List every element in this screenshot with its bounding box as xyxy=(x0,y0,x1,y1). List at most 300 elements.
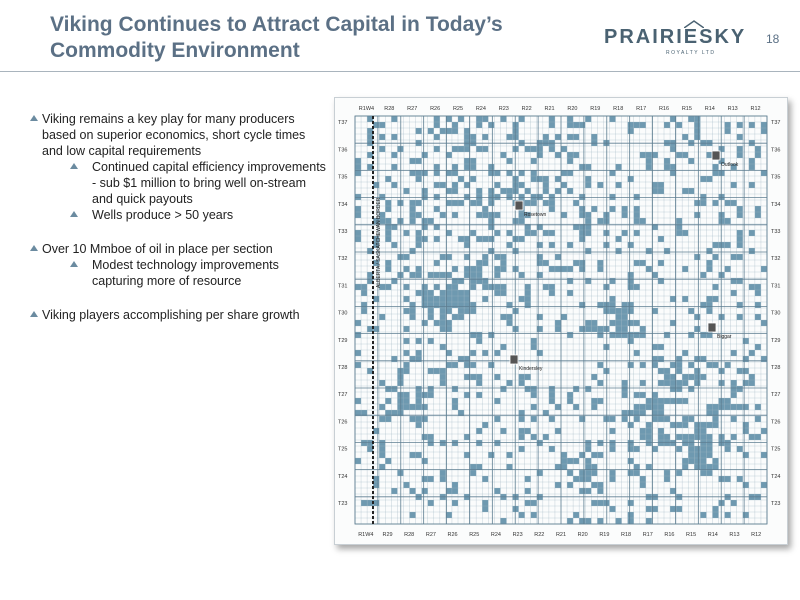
bullet-item xyxy=(28,111,328,159)
land-parcel xyxy=(422,152,428,158)
land-parcel xyxy=(579,164,585,170)
land-parcel xyxy=(616,308,622,314)
land-parcel xyxy=(634,260,640,266)
land-parcel xyxy=(519,236,525,242)
land-parcel xyxy=(428,386,434,392)
land-parcel xyxy=(591,452,597,458)
land-parcel xyxy=(628,242,634,248)
land-parcel xyxy=(440,320,446,326)
land-parcel xyxy=(519,428,525,434)
land-parcel xyxy=(385,284,391,290)
land-parcel xyxy=(609,170,615,176)
land-parcel xyxy=(476,116,482,122)
land-parcel xyxy=(531,176,537,182)
range-label-bottom: R29 xyxy=(382,532,393,538)
land-parcel xyxy=(549,416,555,422)
land-parcel xyxy=(682,350,688,356)
land-parcel xyxy=(737,446,743,452)
range-label-top: R13 xyxy=(727,106,738,112)
land-parcel xyxy=(410,158,416,164)
land-parcel xyxy=(525,296,531,302)
land-parcel xyxy=(616,314,622,320)
land-parcel xyxy=(712,512,718,518)
land-parcel xyxy=(682,464,688,470)
land-parcel xyxy=(434,170,440,176)
land-parcel xyxy=(385,386,391,392)
land-parcel xyxy=(482,146,488,152)
land-parcel xyxy=(567,158,573,164)
land-parcel xyxy=(470,200,476,206)
land-parcel xyxy=(731,290,737,296)
land-parcel xyxy=(700,512,706,518)
land-parcel xyxy=(573,386,579,392)
land-parcel xyxy=(482,500,488,506)
range-label-bottom: R21 xyxy=(555,532,567,538)
land-parcel xyxy=(616,326,622,332)
land-parcel xyxy=(476,428,482,434)
land-parcel xyxy=(676,218,682,224)
land-parcel xyxy=(458,146,464,152)
land-parcel xyxy=(694,212,700,218)
land-parcel xyxy=(488,236,494,242)
land-parcel xyxy=(458,176,464,182)
land-parcel xyxy=(531,200,537,206)
land-parcel xyxy=(428,296,434,302)
land-parcel xyxy=(579,236,585,242)
land-parcel xyxy=(385,200,391,206)
land-parcel xyxy=(537,176,543,182)
range-label-top: R26 xyxy=(430,106,441,112)
land-parcel xyxy=(500,386,506,392)
land-parcel xyxy=(379,146,385,152)
land-parcel xyxy=(700,332,706,338)
range-label-bottom: R22 xyxy=(534,532,545,538)
land-parcel xyxy=(555,320,561,326)
land-parcel xyxy=(434,122,440,128)
land-parcel xyxy=(682,422,688,428)
land-parcel xyxy=(391,134,397,140)
land-parcel xyxy=(416,200,422,206)
land-parcel xyxy=(573,260,579,266)
range-label-top: R19 xyxy=(590,106,601,112)
land-parcel xyxy=(410,248,416,254)
land-parcel xyxy=(428,476,434,482)
sub-bullet-text: Continued capital efficiency improvements - sub $1 million to bring well on-stream and quick payouts xyxy=(92,160,326,206)
sub-bullet-text: Modest technology improvements capturing more of resource xyxy=(92,258,279,288)
range-label-top: R17 xyxy=(636,106,647,112)
land-parcel xyxy=(470,470,476,476)
land-parcel xyxy=(597,452,603,458)
land-parcel xyxy=(525,500,531,506)
land-parcel xyxy=(682,434,688,440)
land-parcel xyxy=(743,512,749,518)
land-parcel xyxy=(500,116,506,122)
land-parcel xyxy=(543,188,549,194)
township-label-right: T28 xyxy=(771,364,781,371)
land-parcel xyxy=(440,440,446,446)
land-parcel xyxy=(616,332,622,338)
bullet-triangle-icon xyxy=(30,311,38,317)
land-parcel xyxy=(725,218,731,224)
bullet-triangle-icon xyxy=(70,163,78,169)
land-parcel xyxy=(585,212,591,218)
land-parcel xyxy=(440,296,446,302)
land-parcel xyxy=(373,122,379,128)
land-parcel xyxy=(434,368,440,374)
land-parcel xyxy=(682,188,688,194)
land-parcel xyxy=(634,320,640,326)
land-parcel xyxy=(628,284,634,290)
land-parcel xyxy=(700,440,706,446)
land-parcel xyxy=(549,266,555,272)
land-parcel xyxy=(476,464,482,470)
land-parcel xyxy=(494,272,500,278)
land-parcel xyxy=(361,440,367,446)
land-parcel xyxy=(646,398,652,404)
land-parcel xyxy=(706,152,712,158)
land-parcel xyxy=(452,398,458,404)
land-parcel xyxy=(549,290,555,296)
land-parcel xyxy=(410,200,416,206)
bullet-text: Viking players accomplishing per share growth xyxy=(42,308,300,322)
land-parcel xyxy=(482,212,488,218)
land-parcel xyxy=(616,518,622,524)
land-parcel xyxy=(749,158,755,164)
land-parcel xyxy=(737,368,743,374)
land-parcel xyxy=(737,476,743,482)
land-parcel xyxy=(519,182,525,188)
land-parcel xyxy=(706,440,712,446)
land-parcel xyxy=(476,392,482,398)
viking-land-map xyxy=(334,97,788,545)
land-parcel xyxy=(361,302,367,308)
land-parcel xyxy=(555,404,561,410)
land-parcel xyxy=(537,314,543,320)
bullet-text: Over 10 Mmboe of oil in place per section xyxy=(42,242,273,256)
land-parcel xyxy=(525,230,531,236)
land-parcel xyxy=(482,350,488,356)
land-parcel xyxy=(573,512,579,518)
land-parcel xyxy=(428,368,434,374)
land-parcel xyxy=(682,266,688,272)
land-parcel xyxy=(531,404,537,410)
township-label-left: T30 xyxy=(338,310,348,317)
land-parcel xyxy=(428,434,434,440)
land-parcel xyxy=(616,236,622,242)
land-parcel xyxy=(506,380,512,386)
land-parcel xyxy=(755,290,761,296)
land-parcel xyxy=(391,116,397,122)
land-parcel xyxy=(749,380,755,386)
land-parcel xyxy=(676,506,682,512)
land-parcel xyxy=(561,212,567,218)
land-parcel xyxy=(494,350,500,356)
land-parcel xyxy=(694,134,700,140)
land-parcel xyxy=(579,122,585,128)
land-parcel xyxy=(712,200,718,206)
land-parcel xyxy=(664,332,670,338)
land-parcel xyxy=(428,290,434,296)
land-parcel xyxy=(737,302,743,308)
land-parcel xyxy=(452,284,458,290)
land-parcel xyxy=(525,488,531,494)
land-parcel xyxy=(416,416,422,422)
land-parcel xyxy=(725,200,731,206)
land-parcel xyxy=(694,368,700,374)
land-parcel xyxy=(519,272,525,278)
land-parcel xyxy=(543,134,549,140)
range-label-top: R21 xyxy=(544,106,555,112)
land-parcel xyxy=(743,380,749,386)
township-label-left: T24 xyxy=(338,473,348,480)
land-parcel xyxy=(434,296,440,302)
land-parcel xyxy=(561,182,567,188)
bullet-item xyxy=(28,241,328,257)
land-parcel xyxy=(537,260,543,266)
land-parcel xyxy=(616,248,622,254)
land-parcel xyxy=(494,266,500,272)
land-parcel xyxy=(416,158,422,164)
land-parcel xyxy=(609,446,615,452)
range-label-bottom: R26 xyxy=(447,532,458,538)
land-parcel xyxy=(403,362,409,368)
land-parcel xyxy=(428,218,434,224)
land-parcel xyxy=(543,176,549,182)
land-parcel xyxy=(597,482,603,488)
land-parcel xyxy=(549,446,555,452)
land-parcel xyxy=(458,290,464,296)
land-parcel xyxy=(664,248,670,254)
land-parcel xyxy=(749,284,755,290)
land-parcel xyxy=(749,230,755,236)
land-parcel xyxy=(609,416,615,422)
land-parcel xyxy=(543,230,549,236)
land-parcel xyxy=(519,434,525,440)
land-parcel xyxy=(416,266,422,272)
land-parcel xyxy=(488,170,494,176)
land-parcel xyxy=(731,200,737,206)
land-parcel xyxy=(452,182,458,188)
land-parcel xyxy=(440,476,446,482)
land-parcel xyxy=(537,440,543,446)
land-parcel xyxy=(585,446,591,452)
land-parcel xyxy=(634,194,640,200)
land-parcel xyxy=(676,398,682,404)
land-parcel xyxy=(640,218,646,224)
sub-bullet-item xyxy=(28,257,328,289)
land-parcel xyxy=(452,266,458,272)
land-parcel xyxy=(476,146,482,152)
land-parcel xyxy=(506,158,512,164)
land-parcel xyxy=(434,194,440,200)
land-parcel xyxy=(609,296,615,302)
land-parcel xyxy=(622,320,628,326)
land-parcel xyxy=(567,392,573,398)
land-parcel xyxy=(391,488,397,494)
land-parcel xyxy=(567,242,573,248)
land-parcel xyxy=(640,428,646,434)
land-parcel xyxy=(749,434,755,440)
land-parcel xyxy=(743,368,749,374)
land-parcel xyxy=(470,362,476,368)
land-parcel xyxy=(731,380,737,386)
land-parcel xyxy=(385,206,391,212)
land-parcel xyxy=(373,182,379,188)
land-parcel xyxy=(591,206,597,212)
land-parcel xyxy=(391,152,397,158)
land-parcel xyxy=(712,458,718,464)
land-parcel xyxy=(646,266,652,272)
land-parcel xyxy=(622,392,628,398)
land-parcel xyxy=(422,392,428,398)
land-parcel xyxy=(640,152,646,158)
land-parcel xyxy=(731,392,737,398)
town-marker-icon xyxy=(708,323,716,332)
land-parcel xyxy=(434,116,440,122)
land-parcel xyxy=(737,122,743,128)
land-parcel xyxy=(549,122,555,128)
land-parcel xyxy=(622,314,628,320)
land-parcel xyxy=(646,158,652,164)
land-parcel xyxy=(579,518,585,524)
land-parcel xyxy=(676,152,682,158)
range-label-bottom: R1W4 xyxy=(358,532,374,538)
land-parcel xyxy=(694,458,700,464)
land-parcel xyxy=(361,308,367,314)
land-parcel xyxy=(694,326,700,332)
land-parcel xyxy=(628,332,634,338)
land-parcel xyxy=(410,416,416,422)
land-parcel xyxy=(579,266,585,272)
land-parcel xyxy=(416,272,422,278)
land-parcel xyxy=(585,488,591,494)
land-parcel xyxy=(609,194,615,200)
land-parcel xyxy=(628,440,634,446)
land-parcel xyxy=(482,506,488,512)
land-parcel xyxy=(712,296,718,302)
land-parcel xyxy=(658,404,664,410)
land-parcel xyxy=(434,302,440,308)
land-parcel xyxy=(416,290,422,296)
land-parcel xyxy=(725,476,731,482)
land-parcel xyxy=(403,308,409,314)
land-parcel xyxy=(452,482,458,488)
land-parcel xyxy=(688,446,694,452)
land-parcel xyxy=(519,374,525,380)
land-parcel xyxy=(470,230,476,236)
land-parcel xyxy=(470,284,476,290)
land-parcel xyxy=(712,254,718,260)
land-parcel xyxy=(646,248,652,254)
land-parcel xyxy=(403,392,409,398)
land-parcel xyxy=(422,302,428,308)
land-parcel xyxy=(706,308,712,314)
land-parcel xyxy=(700,200,706,206)
land-parcel xyxy=(761,452,767,458)
land-parcel xyxy=(428,128,434,134)
land-parcel xyxy=(646,428,652,434)
land-parcel xyxy=(403,404,409,410)
range-label-top: R28 xyxy=(384,106,395,112)
land-parcel xyxy=(494,374,500,380)
land-parcel xyxy=(494,182,500,188)
land-parcel xyxy=(422,296,428,302)
land-parcel xyxy=(391,242,397,248)
land-parcel xyxy=(628,128,634,134)
land-parcel xyxy=(597,362,603,368)
land-parcel xyxy=(622,302,628,308)
land-parcel xyxy=(555,266,561,272)
land-parcel xyxy=(755,314,761,320)
land-parcel xyxy=(434,236,440,242)
land-parcel xyxy=(434,182,440,188)
land-parcel xyxy=(410,206,416,212)
land-parcel xyxy=(525,374,531,380)
land-parcel xyxy=(743,482,749,488)
land-parcel xyxy=(482,236,488,242)
land-parcel xyxy=(385,176,391,182)
land-parcel xyxy=(494,194,500,200)
land-parcel xyxy=(385,458,391,464)
land-parcel xyxy=(688,158,694,164)
land-parcel xyxy=(403,188,409,194)
land-parcel xyxy=(440,368,446,374)
land-parcel xyxy=(706,296,712,302)
land-parcel xyxy=(743,338,749,344)
land-parcel xyxy=(634,122,640,128)
range-label-bottom: R20 xyxy=(577,532,588,538)
land-parcel xyxy=(706,266,712,272)
land-parcel xyxy=(725,440,731,446)
land-parcel xyxy=(500,260,506,266)
land-parcel xyxy=(416,404,422,410)
land-parcel xyxy=(622,212,628,218)
land-parcel xyxy=(688,440,694,446)
land-parcel xyxy=(640,476,646,482)
sub-bullet-item xyxy=(28,159,328,207)
land-parcel xyxy=(712,464,718,470)
land-parcel xyxy=(731,416,737,422)
land-parcel xyxy=(737,206,743,212)
land-parcel xyxy=(700,446,706,452)
land-parcel xyxy=(561,146,567,152)
land-parcel xyxy=(458,314,464,320)
land-parcel xyxy=(664,164,670,170)
land-parcel xyxy=(585,464,591,470)
land-parcel xyxy=(537,242,543,248)
land-parcel xyxy=(434,164,440,170)
township-label-right: T29 xyxy=(771,337,781,344)
land-parcel xyxy=(700,470,706,476)
land-parcel xyxy=(506,188,512,194)
land-parcel xyxy=(555,152,561,158)
land-parcel xyxy=(361,500,367,506)
township-label-right: T31 xyxy=(771,283,781,290)
land-parcel xyxy=(573,134,579,140)
range-label-bottom: R16 xyxy=(664,532,675,538)
land-parcel xyxy=(531,392,537,398)
land-parcel xyxy=(379,404,385,410)
land-parcel xyxy=(379,464,385,470)
land-parcel xyxy=(555,254,561,260)
range-label-top: R1W4 xyxy=(358,106,375,112)
land-parcel xyxy=(561,452,567,458)
land-parcel xyxy=(567,458,573,464)
land-parcel xyxy=(585,164,591,170)
land-parcel xyxy=(646,404,652,410)
range-label-top: R23 xyxy=(498,106,509,112)
land-parcel xyxy=(597,500,603,506)
